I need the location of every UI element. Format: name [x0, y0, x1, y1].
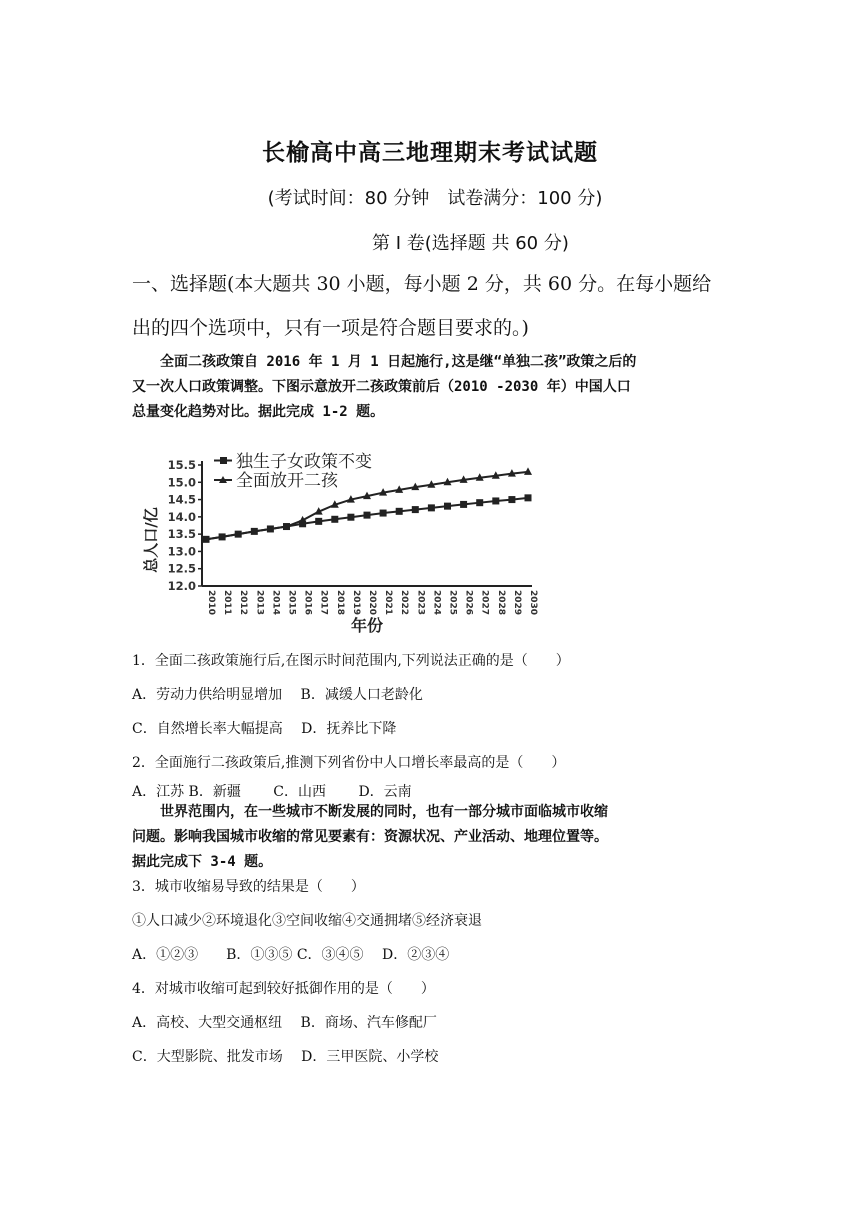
y-tick-label: 13.0 [167, 544, 196, 559]
x-tick-label: 2020 [367, 590, 377, 616]
material-2-line-1: 世界范围内，在一些城市不断发展的同时，也有一部分城市面临城市收缩 [132, 804, 608, 820]
y-tick-label: 12.0 [167, 579, 196, 593]
x-tick-label: 2016 [302, 590, 313, 616]
x-tick-label: 2018 [334, 590, 345, 616]
material-1-line-1: 全面二孩政策自 2016 年 1 月 1 日起施行,这是继“单独二孩”政策之后的 [132, 354, 637, 370]
material-1 [132, 350, 737, 425]
question-4-stem: 4．对城市收缩可起到较好抵御作用的是（ ） [132, 981, 435, 997]
question-4-option-row-2: C．大型影院、批发市场 D．三甲医院、小学校 [132, 1049, 439, 1065]
x-tick-label: 2015 [286, 590, 297, 616]
x-tick-label: 2017 [318, 590, 329, 616]
data-point-square [380, 510, 387, 517]
section-instructions-line-1: 一、选择题(本大题共 30 小题，每小题 2 分，共 60 分。在每小题给 [132, 273, 712, 295]
y-tick-label: 15.0 [167, 475, 196, 490]
data-point-square [444, 503, 451, 510]
legend-entry-policy-unchanged [214, 452, 372, 472]
x-tick-label: 2022 [399, 590, 410, 616]
material-2-line-2: 问题。影响我国城市收缩的常见要素有：资源状况、产业活动、地理位置等。 [132, 829, 608, 845]
data-point-square [428, 504, 435, 511]
material-1-line-2: 又一次人口政策调整。下图示意放开二孩政策前后（2010 -2030 年）中国人口 [132, 379, 631, 395]
question-4-option-row-1: A．高校、大型交通枢纽 B．商场、汽车修配厂 [132, 1015, 437, 1031]
x-tick-label: 2030 [528, 590, 538, 616]
data-point-square [525, 494, 532, 501]
data-point-square [460, 501, 467, 508]
data-point-square [476, 499, 483, 506]
data-point-square [492, 497, 499, 504]
x-tick-label: 2021 [383, 590, 394, 616]
question-3-items: ①人口减少②环境退化③空间收缩④交通拥堵⑤经济衰退 [132, 913, 482, 929]
question-1-stem: 1．全面二孩政策施行后,在图示时间范围内,下列说法正确的是（ ） [132, 653, 570, 669]
question-2-stem: 2．全面施行二孩政策后,推测下列省份中人口增长率最高的是（ ） [132, 755, 566, 771]
data-point-square [508, 496, 515, 503]
data-point-square [412, 506, 419, 513]
population-line-chart [142, 445, 542, 645]
chart-legend [214, 452, 372, 491]
x-tick-label: 2013 [254, 590, 265, 616]
x-axis-label: 年份 [350, 616, 384, 635]
y-tick-label: 14.0 [167, 509, 196, 524]
data-point-square [364, 512, 371, 519]
y-tick-label: 12.5 [167, 561, 196, 576]
legend-entry-two-child [214, 471, 339, 491]
x-tick-label: 2024 [431, 590, 442, 616]
x-tick-label: 2010 [206, 590, 216, 616]
material-2-line-3: 据此完成下 3-4 题。 [132, 854, 273, 870]
material-1-line-3: 总量变化趋势对比。据此完成 1-2 题。 [132, 404, 385, 420]
x-tick-label: 2011 [222, 590, 233, 616]
x-tick-label: 2026 [463, 590, 474, 616]
question-1-option-row-1: A．劳动力供给明显增加 B．减缓人口老龄化 [132, 687, 423, 703]
x-tick-label: 2029 [511, 590, 522, 616]
question-3-stem: 3．城市收缩易导致的结果是（ ） [132, 879, 365, 895]
x-tick-label: 2012 [238, 590, 249, 616]
question-2-options: A．江苏 B．新疆 C．山西 D．云南 [132, 784, 412, 800]
question-1-option-row-2: C．自然增长率大幅提高 D．抚养比下降 [132, 721, 397, 737]
y-tick-label: 15.5 [167, 458, 196, 472]
section-instructions-line-2: 出的四个选项中，只有一项是符合题目要求的。) [132, 317, 529, 339]
x-tick-label: 2028 [495, 590, 506, 616]
x-tick-label: 2025 [447, 590, 458, 616]
data-point-square [315, 518, 322, 525]
exam-info: (考试时间：80 分钟 试卷满分：100 分) [267, 188, 603, 209]
x-tick-label: 2027 [479, 590, 490, 616]
data-point-square [347, 514, 354, 521]
y-axis-label: 总人口/亿 [142, 507, 160, 573]
x-tick-label: 2019 [350, 590, 361, 616]
x-tick-label: 2023 [415, 590, 426, 616]
data-point-square [396, 508, 403, 515]
data-point-square [331, 516, 338, 523]
x-tick-label: 2014 [270, 590, 281, 616]
data-point-triangle [524, 467, 532, 475]
question-3-options: A．①②③ B．①③⑤ C．③④⑤ D．②③④ [132, 947, 450, 963]
y-tick-label: 14.5 [167, 492, 196, 507]
part-heading: 第 I 卷(选择题 共 60 分) [372, 233, 569, 254]
page-title: 长榆高中高三地理期末考试试题 [262, 140, 598, 166]
y-tick-label: 13.5 [167, 527, 196, 542]
material-2 [132, 800, 737, 875]
legend-label-2: 全面放开二孩 [236, 471, 338, 491]
legend-label-1: 独生子女政策不变 [236, 452, 372, 472]
